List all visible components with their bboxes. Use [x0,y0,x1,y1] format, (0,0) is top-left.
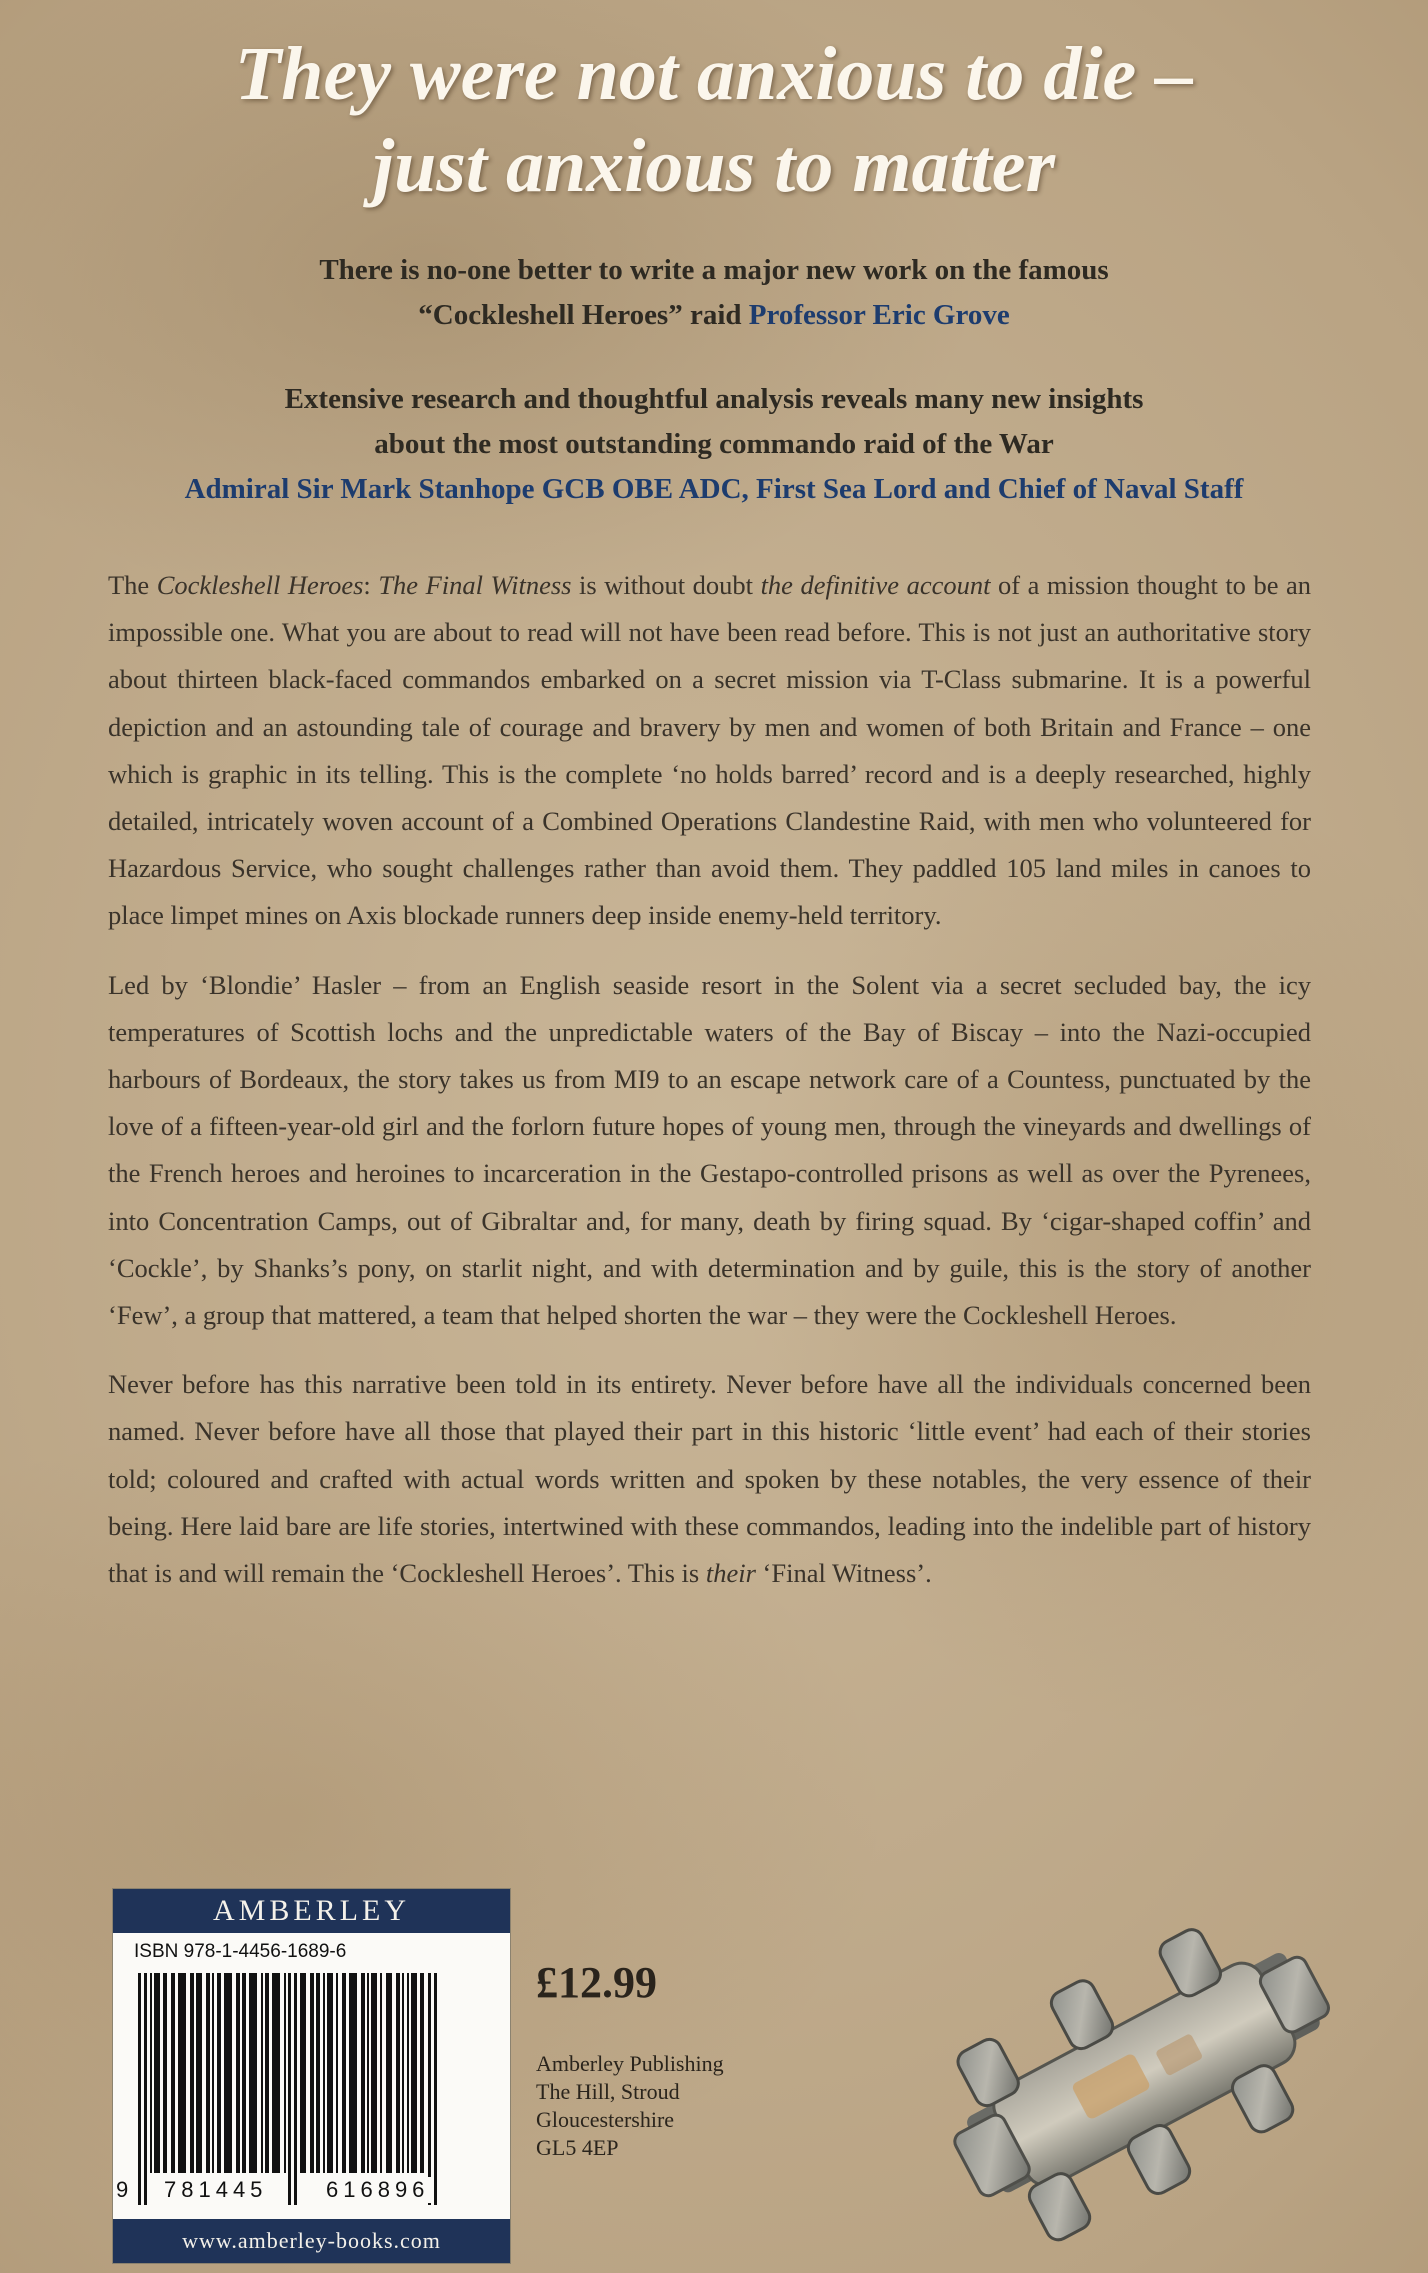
barcode-bar [261,1973,263,2173]
barcode-bar [371,1973,377,2173]
barcode-bar [411,1973,417,2173]
tagline [0,28,1428,212]
endorsement-attribution: Professor Eric Grove [748,299,1010,331]
isbn-number: ISBN 978-1-4456-1689-6 [134,1941,347,1962]
address-line: The Hill, Stroud [536,2079,680,2104]
price: £12.99 [536,1958,657,2007]
endorsement-line: “Cockleshell Heroes” raid [418,299,742,331]
barcode-bar [265,1973,269,2173]
barcode-bar [178,1973,186,2173]
barcode-digit-group-1: 781445 [164,2177,268,2202]
barcode-bar [249,1973,257,2173]
barcode-bar [428,1973,431,2205]
barcode-digit-first: 9 [116,2177,134,2202]
emphasis: the definitive account [760,570,991,600]
blurb-paragraph-3: Never before has this narrative been told in its entirety. Never before have all the individuals concerned been named. Never before have all those that played their part in this historic ‘little event’ had each of their stories told; coloured and crafted with actual words written and spoken by these notables, the very essence of their being. Here laid bare are life stories, intertwined with these commandos, leading into the indelible part of history that is and will remain the ‘Cockleshell Heroes’. This is their ‘Final Witness’. [108,1369,1311,1589]
barcode-bar [434,1973,437,2205]
endorsement-line: about the most outstanding commando raid of the War [374,428,1054,460]
address-line: Amberley Publishing [536,2051,724,2076]
barcode-bar [163,1973,167,2173]
barcode-bar [242,1973,246,2173]
barcode-bar [402,1973,404,2173]
emphasis: their [705,1558,756,1589]
barcode-bar [217,1973,221,2173]
barcode-bar [171,1973,175,2173]
endorsement-line: There is no-one better to write a major new work on the famous [319,254,1109,286]
barcode-bar [396,1973,400,2173]
tagline-line-2: just anxious to matter [372,124,1056,208]
address-line: Gloucestershire [536,2107,675,2132]
barcode-digits [116,2177,489,2209]
endorsement-attribution: Admiral Sir Mark Stanhope GCB OBE ADC, First Sea Lord and Chief of Naval Staff [184,473,1244,505]
isbn-barcode-box [113,1889,510,2263]
barcode-bar [190,1973,194,2173]
tagline-line-1: They were not anxious to die – [234,32,1194,116]
barcode-bar [288,1973,291,2205]
barcode-bar [420,1973,424,2173]
barcode-bar [380,1973,382,2173]
barcode-bar [144,1973,147,2205]
barcode-bar [323,1973,325,2173]
barcode-bar [386,1973,392,2173]
barcode-bar [310,1973,314,2173]
book-subtitle: The Final Witness [378,570,572,600]
barcode-bar [196,1973,202,2173]
limpet-mine-icon [922,1880,1362,2260]
barcode-bar [407,1973,409,2173]
barcode-bar [327,1973,333,2173]
barcode-bar [367,1973,369,2173]
barcode [134,1973,489,2205]
endorsement-grove [0,248,1428,338]
blurb [108,562,1311,1619]
publisher-website: www.amberley-books.com [113,2219,510,2263]
blurb-paragraph-1: The Cockleshell Heroes: The Final Witness is without doubt the definitive account of a mission thought to be an impossible one. What you are about to read will not have been read before. This is not just an authoritative story about thirteen black-faced commandos embarked on a secret mission via T-Class submarine. It is a powerful depiction and an astounding tale of courage and bravery by men and women of both Britain and France – one which is graphic in its telling. This is the complete ‘no holds barred’ record and is a deeply researched, highly detailed, intricately woven account of a Combined Operations Clandestine Raid, with men who volunteered for Hazardous Service, who sought challenges rather than avoid them. They paddled 105 land miles in canoes to place limpet mines on Axis blockade runners deep inside enemy-held territory. [108,570,1311,931]
barcode-bar [150,1973,152,2173]
publisher-label: AMBERLEY [113,1889,510,1933]
endorsement-line: Extensive research and thoughtful analysis reveals many new insights [284,383,1144,415]
barcode-bar [300,1973,306,2173]
barcode-bar [154,1973,160,2173]
barcode-bar [206,1973,210,2173]
barcode-bar [336,1973,338,2173]
address-line: GL5 4EP [536,2135,619,2160]
barcode-bar [316,1973,320,2173]
barcode-bar [284,1973,286,2173]
book-title: Cockleshell Heroes [156,570,364,600]
barcode-bar [212,1973,214,2173]
barcode-bar [361,1973,365,2173]
barcode-bar [224,1973,232,2173]
endorsement-stanhope [0,377,1428,512]
publisher-address [536,2050,724,2162]
barcode-bar [138,1973,141,2205]
blurb-paragraph-2: Led by ‘Blondie’ Hasler – from an English seaside resort in the Solent via a secret secluded bay, the icy temperatures of Scottish lochs and the unpredictable waters of the Bay of Biscay – into the Nazi-occupied harbours of Bordeaux, the story takes us from MI9 to an escape network care of a Countess, punctuated by the love of a fifteen-year-old girl and the forlorn future hopes of young men, through the vineyards and dwellings of the French heroes and heroines to incarceration in the Gestapo-controlled prisons as well as over the Pyrenees, into Concentration Camps, out of Gibraltar and, for many, death by firing squad. By ‘cigar-shaped coffin’ and ‘Cockle’, by Shanks’s pony, on starlit night, and with determination and by guile, this is the story of another ‘Few’, a group that mattered, a team that helped shorten the war – they were the Cockleshell Heroes. [108,969,1311,1331]
barcode-bar [272,1973,280,2173]
barcode-bar [236,1973,240,2173]
barcode-bar [342,1973,346,2173]
barcode-bar [349,1973,357,2173]
barcode-bar [294,1973,297,2205]
barcode-digit-group-2: 616896 [326,2177,430,2202]
